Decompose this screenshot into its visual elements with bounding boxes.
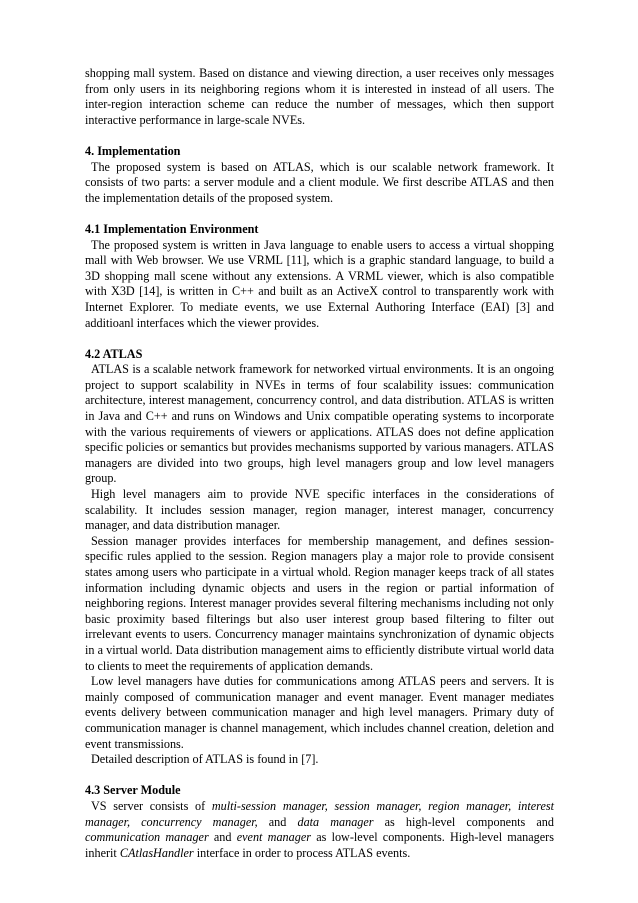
intro-paragraph: shopping mall system. Based on distance and viewing direction, a user receives only messages from only users in its neighboring regions whom it is interested in instead of all users. The inter-region interaction scheme can reduce the number of messages, which then support interactive performance in large-scale NVEs. — [85, 66, 554, 127]
server-text-2: multi-session manager, session manager, region manager, interest manager, concurrency manager, — [85, 798, 554, 829]
server-text-8: event manager — [236, 830, 311, 845]
paper-page — [85, 66, 554, 861]
section-4-heading: 4. Implementation — [85, 143, 181, 158]
section-4-3-heading: 4.3 Server Module — [85, 783, 181, 798]
section-4-2 — [85, 347, 554, 768]
section-4-paragraph: The proposed system is based on ATLAS, which is our scalable network framework. It consists of two parts: a server module and a client module. We first describe ATLAS and then the implementation details of the proposed system. — [85, 159, 554, 205]
atlas-overview-paragraph: ATLAS is a scalable network framework for networked virtual environments. It is an ongoing project to support scalability in NVEs in terms of four scalability issues: communication architecture, interest management, concurrency control, and data distribution. ATLAS is written in Java and C++ and runs on Windows and Unix compatible operating systems to incorporate with the various requirements of viewers or applications. ATLAS does not define application specific policies or semantics but provides mechanisms supported by various managers. ATLAS managers are divided into two groups, high level managers group and low level managers group. — [85, 362, 554, 486]
section-4-1-paragraph: The proposed system is written in Java language to enable users to access a virtual shopping mall with Web browser. We use VRML [11], which is a graphic standard language, to build a 3D shopping mall scene without any extensions. A VRML viewer, which is also compatible with X3D [14], is written in C++ and built as an ActiveX control to transparently work with Internet Explorer. To mediate events, we use External Authoring Interface (EAI) [3] and additioanl interfaces which the viewer provides. — [85, 237, 554, 330]
server-module-paragraph — [85, 799, 554, 861]
server-text-5: as high-level components and — [373, 814, 554, 829]
high-level-managers-paragraph: High level managers aim to provide NVE specific interfaces in the considerations of scalability. It includes session manager, region manager, interest manager, concurrency manager, and data distribution manager. — [85, 487, 554, 533]
server-text-9: as low-level components. High-level managers inherit — [85, 830, 554, 860]
section-4-2-heading: 4.2 ATLAS — [85, 346, 143, 361]
server-text-6: communication manager — [85, 830, 209, 845]
server-text-4: data manager — [297, 814, 374, 829]
server-text-10: CAtlasHandler — [119, 845, 194, 860]
section-4-3 — [85, 783, 554, 861]
low-level-managers-paragraph: Low level managers have duties for communications among ATLAS peers and servers. It is mainly composed of communication manager and event manager. Event manager mediates events delivery between communication manager and high level managers. Primary duty of communication manager is channel management, which includes channel creation, deletion and event transmissions. — [85, 674, 554, 751]
section-4 — [85, 144, 554, 206]
server-text-11: interface in order to process ATLAS events. — [193, 845, 411, 860]
section-4-1 — [85, 222, 554, 331]
session-manager-paragraph: Session manager provides interfaces for membership management, and defines session-specific rules applied to the session. Region managers play a major role to provide consisent states among users who participate in a virtual whold. Region manager keeps track of all states information including dynamic objects and users in the region or partial information of neighboring regions. Interest manager provides several filtering mechanisms including not only basic proximity based filterings but also user interest group based filtering to filter out irrelevant events to users. Concurrency manager maintains synchronization of dynamic objects in a virtual world. Data distribution management aims to efficiently distribute virtual world data to clients to meet the requirements of application demands. — [85, 533, 554, 673]
server-text-3: and — [257, 814, 298, 829]
atlas-reference-paragraph: Detailed description of ATLAS is found in [7]. — [91, 752, 319, 767]
section-4-1-heading: 4.1 Implementation Environment — [85, 221, 259, 236]
server-text-7: and — [208, 830, 237, 845]
server-text-1: VS server consists of — [91, 798, 212, 813]
